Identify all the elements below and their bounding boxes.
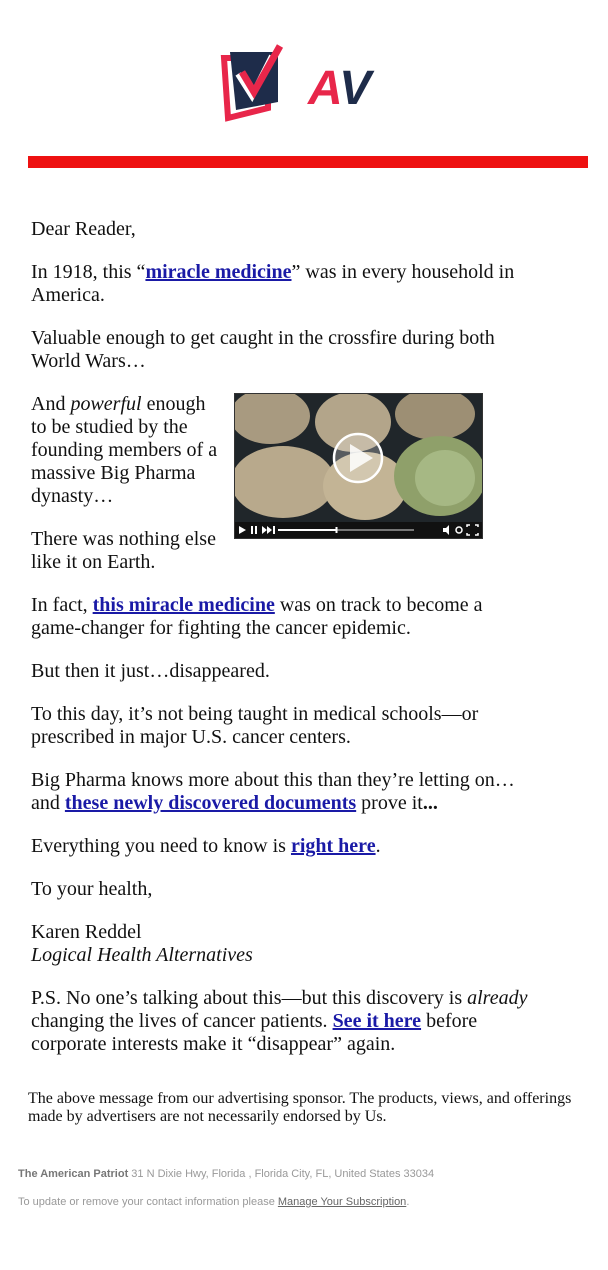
paragraph-1: In 1918, this “miracle medicine” was in every household in America. xyxy=(31,261,515,306)
footer-manage: To update or remove your contact information please Manage Your Subscription. xyxy=(18,1196,410,1208)
this-miracle-medicine-link[interactable]: this miracle medicine xyxy=(92,594,275,616)
see-it-here-link[interactable]: See it here xyxy=(332,1010,422,1032)
sponsor-disclaimer: The above message from our advertising sponsor. The products, views, and offerings made by advertisers are not necessarily endorsed by Us. xyxy=(28,1090,572,1125)
paragraph-9: Everything you need to know is right here. xyxy=(31,835,381,857)
right-here-link[interactable]: right here xyxy=(290,835,376,857)
pause-icon[interactable] xyxy=(251,526,253,534)
paragraph-8: Big Pharma knows more about this than they’re letting on… and these newly discovered documents prove it... xyxy=(31,769,515,814)
signature xyxy=(31,921,531,967)
miracle-medicine-link[interactable]: miracle medicine xyxy=(145,261,292,283)
header-divider xyxy=(28,156,588,168)
video-thumbnail[interactable] xyxy=(234,393,483,539)
footer-address: The American Patriot 31 N Dixie Hwy, Florida , Florida City, FL, United States 33034 xyxy=(18,1168,435,1180)
manage-subscription-link[interactable]: Manage Your Subscription xyxy=(277,1196,407,1208)
closing: To your health, xyxy=(31,878,153,900)
paragraph-6: But then it just…disappeared. xyxy=(31,660,270,682)
footer-company: The American Patriot xyxy=(18,1168,129,1180)
signature-name: Karen Reddel xyxy=(31,921,142,943)
letter-body xyxy=(31,218,531,1076)
paragraph-3: And powerful enough to be studied by the founding members of a massive Big Pharma dynasty… xyxy=(31,393,218,507)
paragraph-7: To this day, it’s not being taught in medical schools—or prescribed in major U.S. cancer centers. xyxy=(31,703,479,748)
postscript: P.S. No one’s talking about this—but this discovery is already changing the lives of cancer patients. See it here before corporate interests make it “disappear” again. xyxy=(31,987,528,1055)
progress-handle[interactable] xyxy=(336,527,338,533)
signature-org: Logical Health Alternatives xyxy=(31,944,253,966)
progress-fill xyxy=(278,529,337,531)
documents-link[interactable]: these newly discovered documents xyxy=(64,792,357,814)
paragraph-4: There was nothing else like it on Earth. xyxy=(31,528,216,573)
logo-text: AV xyxy=(308,62,372,115)
brand-logo[interactable] xyxy=(220,44,395,124)
video-section xyxy=(31,393,531,574)
paragraph-2: Valuable enough to get caught in the crossfire during both World Wars… xyxy=(31,327,495,372)
paragraph-5: In fact, this miracle medicine was on track to become a game-changer for fighting the cancer epidemic. xyxy=(31,594,483,639)
greeting: Dear Reader, xyxy=(31,218,136,240)
